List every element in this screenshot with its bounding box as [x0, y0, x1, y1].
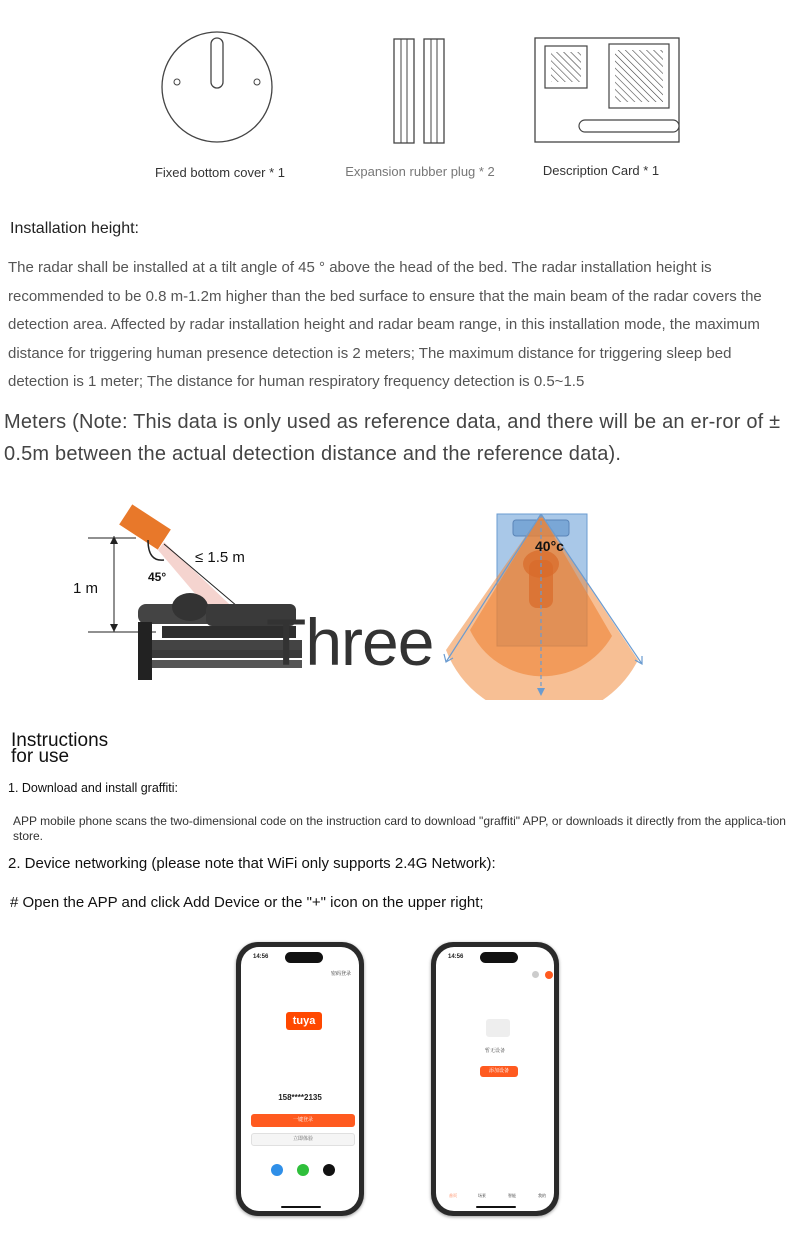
home-indicator — [476, 1206, 516, 1208]
one-click-login-button[interactable]: 一键登录 — [251, 1114, 355, 1127]
distance-label: ≤ 1.5 m — [195, 549, 245, 566]
bottom-tab-bar — [436, 1183, 554, 1201]
radar-device — [119, 504, 171, 549]
dynamic-island — [285, 952, 323, 963]
tab-scene[interactable]: 场景 — [478, 1193, 486, 1198]
height-label: 1 m — [73, 580, 99, 597]
step3-title: # Open the APP and click Add Device or the "+" icon on the upper right; — [10, 894, 484, 911]
cover-caption: Fixed bottom cover * 1 — [154, 165, 286, 180]
card-caption: Description Card * 1 — [542, 163, 660, 178]
overlay-three-text: Three — [266, 605, 434, 679]
reference-note: Meters (Note: This data is only used as reference data, and there will be an er-ror of ± 0.5m between the actual detection distance and the reference data). — [4, 411, 781, 465]
home-screen — [436, 947, 554, 1211]
installation-paragraph: The radar shall be installed at a tilt angle of 45 ° above the head of the bed. The radar installation height is recommended to be 0.8 m-1.2m higher than the bed surface to ensure that the main beam of the radar covers the detection area. Affected by radar installation height and radar beam range, in this installation mode, the maximum distance for triggering human presence detection is 2 meters; The maximum distance for triggering sleep bed detection is 1 meter; The distance for human respiratory frequency detection is 0.5~1.5 — [8, 259, 762, 390]
instructions-heading: Instructions for use — [11, 730, 109, 767]
status-time: 14:56 — [448, 954, 464, 960]
step1-text: APP mobile phone scans the two-dimensional code on the instruction card to download "graffiti" APP, or downloads it directly from the applica-tion store. — [13, 814, 786, 843]
phone-home-screenshot — [431, 942, 559, 1216]
qq-login-icon[interactable] — [271, 1164, 283, 1176]
try-now-button[interactable]: 立即体验 — [251, 1133, 355, 1146]
description-card-drawing — [533, 36, 683, 146]
fixed-bottom-cover-drawing — [160, 28, 276, 146]
dynamic-island — [480, 952, 518, 963]
angle-label: 45° — [148, 570, 167, 584]
step1-title: 1. Download and install graffiti: — [8, 781, 179, 795]
tab-home[interactable]: 首页 — [449, 1193, 457, 1198]
plug-caption: Expansion rubber plug * 2 — [345, 164, 495, 179]
add-plus-icon[interactable] — [545, 971, 553, 979]
temperature-label: 40°c — [535, 538, 564, 554]
tab-me[interactable]: 我的 — [538, 1193, 546, 1198]
empty-box-icon — [486, 1019, 510, 1037]
masked-phone-number: 158****2135 — [278, 1093, 322, 1102]
wechat-login-icon[interactable] — [297, 1164, 309, 1176]
password-login-link[interactable]: 密码登录 — [330, 971, 351, 977]
phone-login-screenshot — [236, 942, 364, 1216]
step2-title: 2. Device networking (please note that WiFi only supports 2.4G Network): — [8, 855, 496, 872]
tab-smart[interactable]: 智能 — [508, 1193, 516, 1198]
add-device-button[interactable]: 添加设备 — [480, 1066, 518, 1077]
status-time: 14:56 — [253, 954, 269, 960]
installation-heading: Installation height: — [10, 220, 139, 237]
apple-login-icon[interactable] — [323, 1164, 335, 1176]
notification-icon[interactable] — [532, 971, 539, 978]
no-device-text: 暂无设备 — [484, 1048, 505, 1054]
tuya-logo: tuya — [286, 1012, 322, 1030]
expansion-rubber-plug-drawing — [392, 37, 448, 147]
login-screen — [241, 947, 359, 1211]
home-indicator — [281, 1206, 321, 1208]
